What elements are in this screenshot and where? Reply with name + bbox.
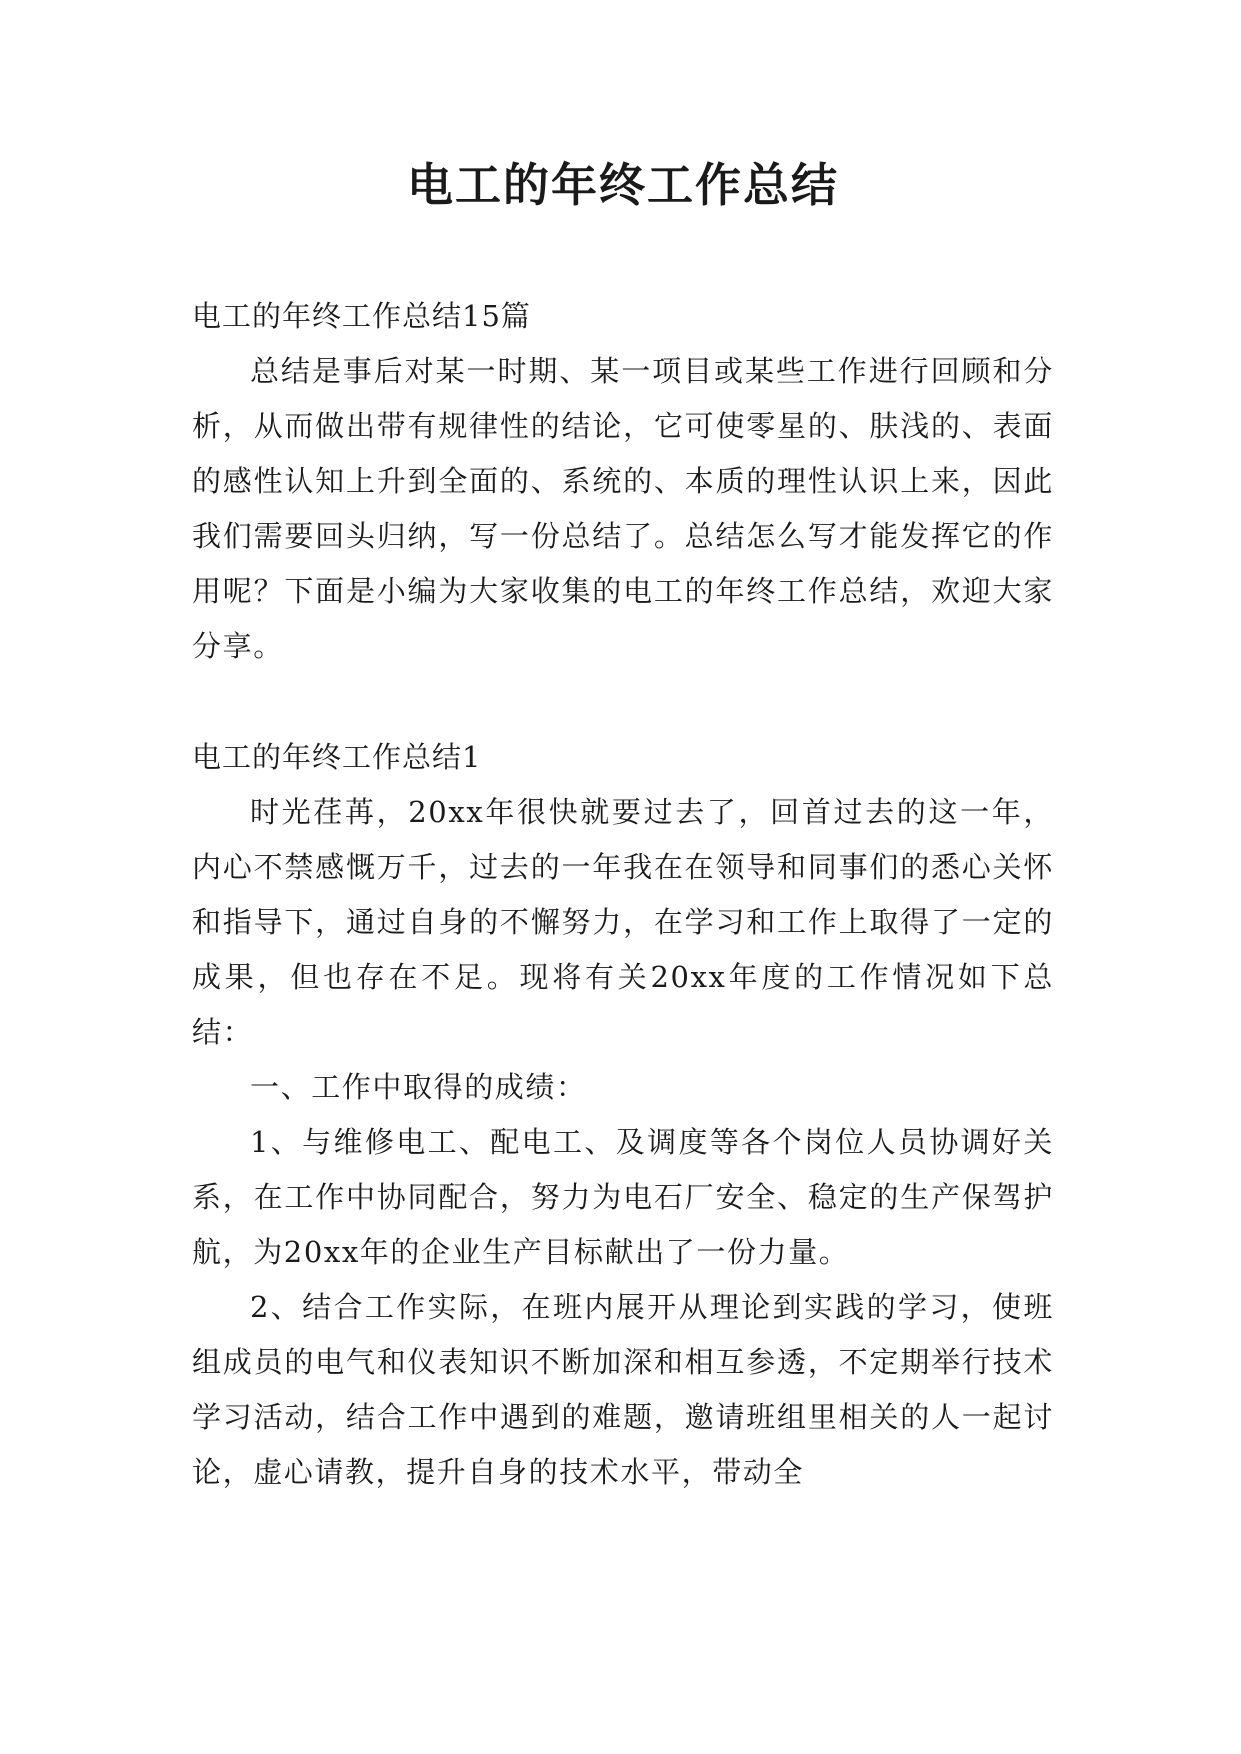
body-paragraph: 时光荏苒，20xx年很快就要过去了，回首过去的这一年，内心不禁感慨万千，过去的一年我在在领导和同事们的悉心关怀和指导下，通过自身的不懈努力，在学习和工作上取得了一定的成果，但也存在不足。现将有关20xx年度的工作情况如下总结： (192, 795, 1054, 1049)
intro-paragraph: 总结是事后对某一时期、某一项目或某些工作进行回顾和分析，从而做出带有规律性的结论，它可使零星的、肤浅的、表面的感性认知上升到全面的、系统的、本质的理性认识上来，因此我们需要回头归纳，写一份总结了。总结怎么写才能发挥它的作用呢？下面是小编为大家收集的电工的年终工作总结，欢迎大家分享。 (192, 354, 1054, 663)
document-page (192, 150, 1054, 1500)
section-spacer (192, 674, 1054, 729)
section-heading: 电工的年终工作总结1 (192, 740, 482, 774)
document-title: 电工的年终工作总结 (407, 158, 839, 212)
document-subtitle: 电工的年终工作总结15篇 (192, 299, 531, 333)
body-paragraph: 一、工作中取得的成绩： (250, 1070, 587, 1104)
body-paragraph: 1、与维修电工、配电工、及调度等各个岗位人员协调好关系，在工作中协同配合，努力为电石厂安全、稳定的生产保驾护航，为20xx年的企业生产目标献出了一份力量。 (192, 1125, 1054, 1269)
body-paragraph: 2、结合工作实际，在班内展开从理论到实践的学习，使班组成员的电气和仪表知识不断加深和相互参透，不定期举行技术学习活动，结合工作中遇到的难题，邀请班组里相关的人一起讨论，虚心请教，提升自身的技术水平，带动全 (192, 1290, 1054, 1489)
